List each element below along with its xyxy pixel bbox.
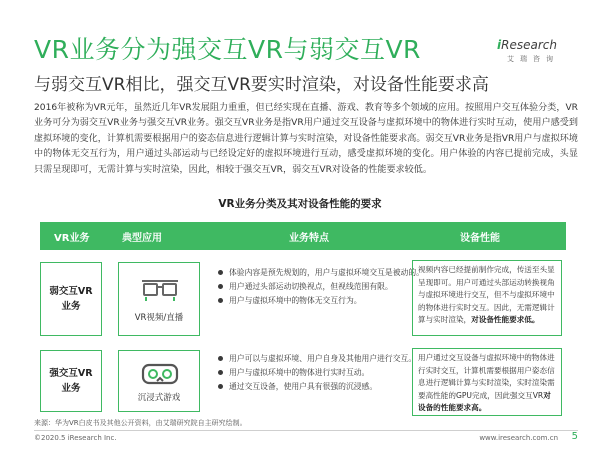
vr-headset-icon [139,361,181,389]
page-subtitle: 与弱交互VR相比，强交互VR要实时渲染，对设备性能要求高 [34,75,489,95]
application-vr-video: VR视频/直播 [118,262,200,336]
source-note: 来源：华为VR白皮书及其他公开资料，由艾瑞研究院自主研究绘制。 [34,419,247,427]
features-strong-vr [218,352,443,394]
logo-chinese: 艾瑞咨询 [507,55,559,63]
header-performance: 设备性能 [460,233,500,244]
category-strong-vr: 强交互VR 业务 [40,350,102,412]
table-header [40,222,566,250]
performance-weak-vr: 视频内容已经提前制作完成，传送至头显呈现即可。用户可通过头部运动转换视角与虚拟环境进行交互，但不与虚拟环境中的物体进行实时交互。因此，无需逻辑计算与实时渲染，对设备性能要求低。 [412,260,562,336]
list-item: 通过交互设备，使用户具有很强的沉浸感。 [218,380,443,393]
application-immersive-game: 沉浸式游戏 [118,350,200,412]
list-item: 用户与虚拟环境中的物体无交互行为。 [218,294,443,307]
header-vr-business: VR业务 [54,233,90,244]
table-title: VR业务分类及其对设备性能的要求 [218,198,382,210]
vr-glasses-icon [139,273,181,305]
footer-divider [34,430,578,431]
page-number: 5 [571,431,578,442]
list-item: 用户与虚拟环境中的物体进行实时互动。 [218,366,443,379]
header-typical-app: 典型应用 [122,233,162,244]
table-row-weak [40,256,566,342]
website-url[interactable]: www.iresearch.com.cn [479,434,558,442]
intro-paragraph: 2016年被称为VR元年，虽然近几年VR发展阻力重重，但已经实现在直播、游戏、教育等多个领域的应用。按照用户交互体验分类，VR业务可分为弱交互VR业务与强交互VR业务。强交互VR业务是指VR用户通过交互设备与虚拟环境中的物体进行实时互动，使用户感受到虚拟环境的变化，计算机需要根据用户的姿态信息进行逻辑计算与实时渲染，对设备性能要求高。弱交互VR业务是指VR用户与虚拟环境中的物体无交互行为，用户通过头部运动与已经设定好的虚拟环境进行互动，感受虚拟环境的变化。用户体验的内容已提前完成，头显只需呈现即可，无需计算与实时渲染，因此，相较于强交互VR，弱交互VR对设备的性能要求较低。 [34,103,578,175]
copyright: ©2020.5 iResearch Inc. [34,434,117,442]
iresearch-logo [497,38,577,66]
performance-strong-vr: 用户通过交互设备与虚拟环境中的物体进行实时交互，计算机需要根据用户姿态信息进行逻辑计算与实时渲染，实时渲染需要高性能的GPU完成，因此强交互VR对设备的性能要求高。 [412,348,562,416]
category-weak-vr: 弱交互VR 业务 [40,262,102,336]
list-item: 体验内容是预先规划的，用户与虚拟环境交互是被动的。 [218,266,443,279]
header-features: 业务特点 [289,233,329,244]
logo-brand: iResearch [497,38,557,52]
list-item: 用户可以与虚拟环境、用户自身及其他用户进行交互。 [218,352,443,365]
list-item: 用户通过头部运动切换视点，但视线范围有限。 [218,280,443,293]
table-row-strong [40,344,566,418]
features-weak-vr [218,266,443,308]
page-title: VR业务分为强交互VR与弱交互VR [34,35,421,64]
